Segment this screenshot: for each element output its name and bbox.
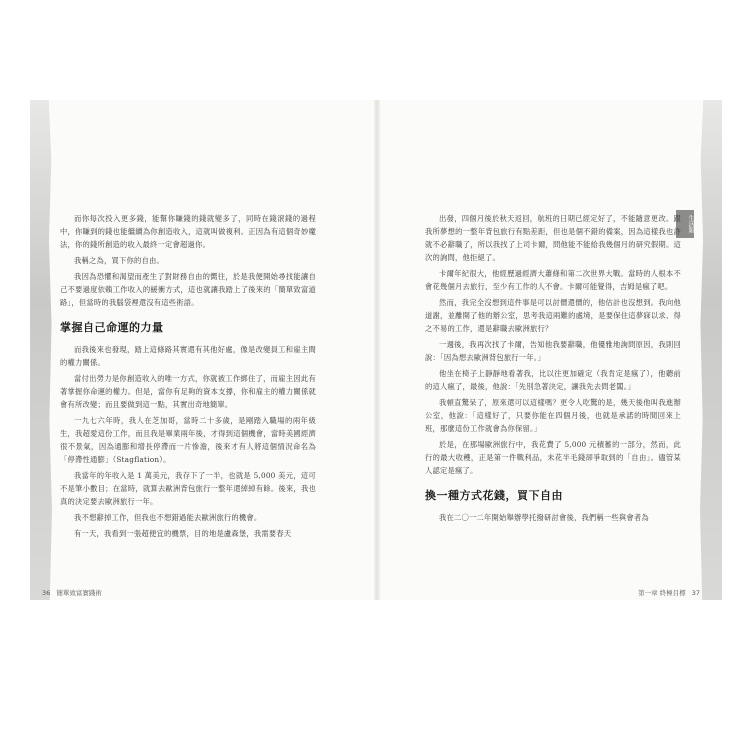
paragraph: 當付出勞力是你創造收入的唯一方式，你就被工作綁住了，而雇主因此有著掌握你命運的權力。但是，當你有足夠的資本支撐，你和雇主的權力關係就會有所改變；而且要做到這一點，其實出奇地簡單。 [60,374,316,409]
section-heading: 換一種方式花錢，買下自由 [425,489,563,502]
chapter-label: 第一章 [638,589,658,597]
paragraph: 然而，我完全沒想到這件事是可以討價還價的，他估計也沒想到。我向他道謝，並離開了他的辦公室，思考我這兩難的處境，是要保住這夢寐以求、得之不易的工作，還是辭職去歐洲旅行？ [425,298,681,333]
section-heading: 掌握自己命運的力量 [60,321,164,334]
chapter-title: 終極目標 [659,589,686,597]
paragraph: 我不想辭掉工作，但我也不想錯過能去歐洲旅行的機會。 [74,513,262,522]
paragraph: 而我後來也發現，踏上這條路其實還有其他好處，像是改變員工和雇主間的權力關係。 [60,345,316,367]
paragraph: 有一天，我看到一張超便宜的機票，目的地是盧森堡，我需要春天 [74,529,292,538]
page-number: 36 [42,589,51,597]
book-title: 簡單致富實踐術 [56,589,102,597]
paragraph: 出發，四個月後於秋天返回，航班的日期已經定好了，不能隨意更改。跟我所夢想的一整年背包旅行有點差距，但也是個不錯的備案，因為這樣我也許就不必辭職了，所以我找了上司卡爾，問他能不能給我幾個月的研究假期。這次的詢問，他拒絕了。 [425,214,681,262]
paragraph: 我頓直驚呆了，原來還可以這樣嗎？更令人吃驚的是，幾天後他叫我進辦公室，他說：「這樣好了，只要你能在四個月後，也就是承諾的時間回來上班，那麼這份工作就會為你保留。」 [425,398,681,433]
paragraph: 我在二〇一二年開始舉辦學托撥研討會後，我們稱一些與會者為 [439,513,649,522]
left-edge-tab [30,100,52,600]
right-footer [638,588,704,597]
paragraph: 我因為恐懼和渴望而產生了對財務自由的嚮往，於是我便開始尋找能讓自己不要過度依賴工作收入的緩衝方式，這也就讓我踏上了後來的「簡單致富道路」，但當時的我腦袋裡還沒有這些術語。 [60,272,316,307]
paragraph: 他坐在椅子上靜靜地看著我，比以往更加確定（我肯定是瘋了），他聽前的這人瘋了，最後，他說：「先別急著決定，讓我先去問老闆。」 [425,369,681,391]
book-spread [30,100,722,600]
paragraph: 一九七六年時，我人在芝加哥，當時二十多歲，是剛踏入職場的兩年級生，我超愛這份工作，而且我是畢業兩年後，才得到這個機會，當時美國經濟很不景氣，因為通膨和增長停滯而一片慘澹，後來才有人將這個情況命名為「停滯性通膨」（Stagflation）。 [60,416,316,464]
paragraph: 而你每次投入更多錢，能幫你賺錢的錢就變多了，同時在錢滾錢的過程中，你賺到的錢也能繼續為你創造收入，這就叫做複利。正因為有這個奇妙魔法，你的錢所創造的收入最終一定會超過你。 [60,214,316,249]
side-tab-label: 生活類 [676,210,694,238]
page-number: 37 [691,589,700,597]
paragraph: 於是，在那場歐洲旅行中，我花費了 5,000 元積蓄的一部分，然而，此行的最大收穫，正是第一件戰利品，未花半毛錢卻爭取到的「自由」。儘管某人認定是瘋了。 [425,440,681,475]
book-spine [374,100,380,600]
left-page [60,212,316,543]
paragraph: 卡爾年紀很大，他經歷過經濟大蕭條和第二次世界大戰。當時的人根本不會花幾個月去旅行，至少有工作的人不會。卡爾可能覺得，吉姆是瘋了吧。 [425,269,681,291]
paragraph: 一週後，我再次找了卡爾，告知他我要辭職，他優雅地詢問原因，我則回說：「因為想去歐洲背包旅行一年。」 [425,340,681,362]
left-footer [38,588,102,597]
right-edge-tab [700,100,722,600]
paragraph: 我稱之為，買下你的自由。 [74,256,164,265]
right-page [425,212,681,527]
paragraph: 我當年的年收入是 1 萬美元，我存下了一半，也就是 5,000 美元，這可不是筆小數目；在當時，就算去歐洲背包旅行一整年還綽綽有餘。後來，我也真的決定要去歐洲旅行一年。 [60,471,316,506]
